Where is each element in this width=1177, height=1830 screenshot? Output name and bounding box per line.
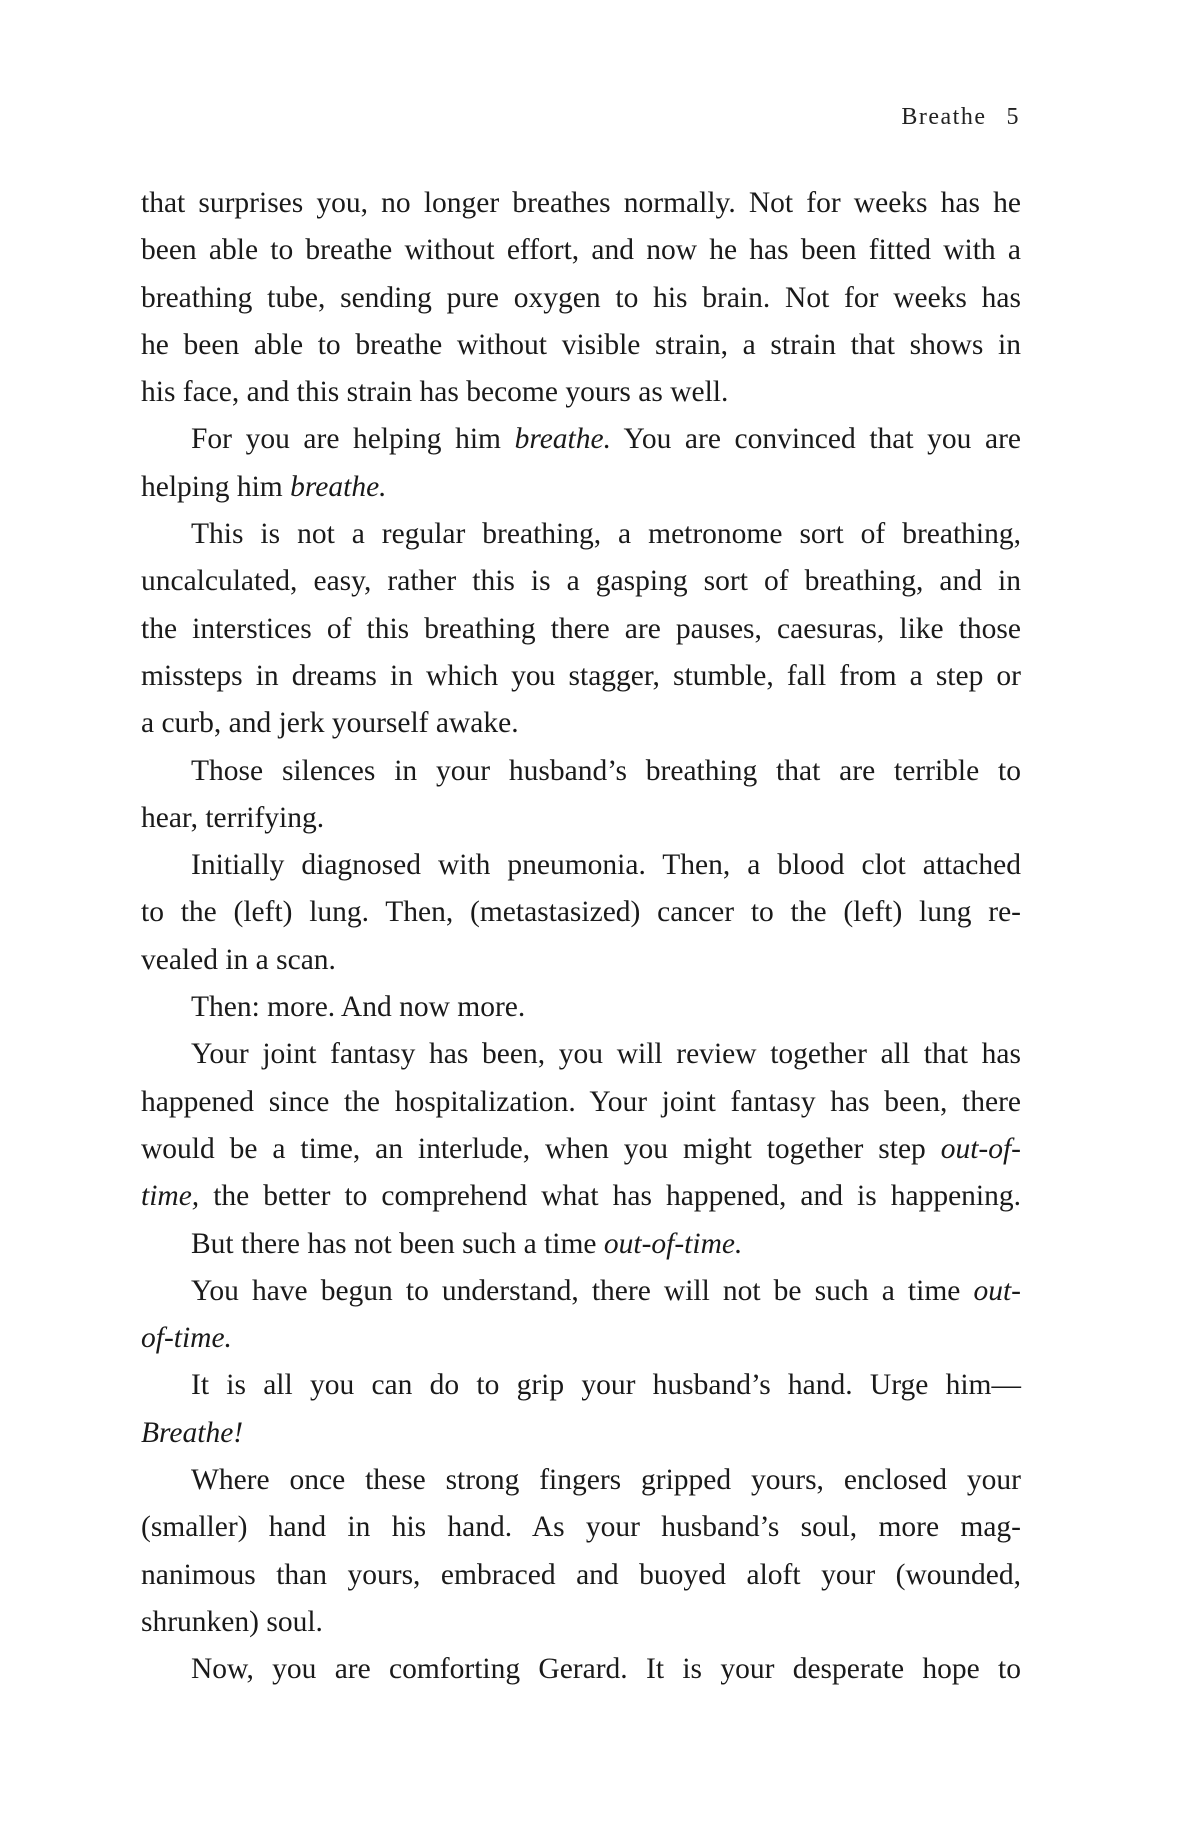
text-segment: the better to comprehend what has happened, and is happening. — [199, 1180, 1021, 1213]
text-segment: Those silences in your husband’s breathing that are terrible to — [191, 754, 1021, 787]
body-text — [141, 180, 1021, 1694]
italic-text: time, — [141, 1180, 200, 1213]
text-segment: missteps in dreams in which you stagger, stumble, fall from a step or — [141, 659, 1021, 692]
text-line — [141, 653, 1021, 700]
text-line — [141, 1315, 1021, 1362]
italic-text: of-time. — [141, 1322, 232, 1355]
text-segment: breathing tube, sending pure oxygen to his brain. Not for weeks has — [141, 281, 1021, 314]
text-line — [141, 1031, 1021, 1078]
text-segment: been able to breathe without effort, and now he has been fitted with a — [141, 234, 1021, 267]
running-head — [901, 104, 1020, 131]
text-segment: happened since the hospitalization. Your joint fantasy has been, there — [141, 1085, 1021, 1118]
text-line — [141, 180, 1021, 227]
text-segment: You are convinced that you are — [610, 423, 1021, 456]
text-line — [141, 1173, 1021, 1220]
text-segment: to the (left) lung. Then, (metastasized) cancer to the (left) lung re- — [141, 896, 1021, 929]
italic-text: out-of- — [940, 1132, 1021, 1165]
text-segment: uncalculated, easy, rather this is a gasping sort of breathing, and in — [141, 565, 1021, 598]
italic-text: out- — [973, 1274, 1021, 1307]
text-line — [141, 464, 1021, 511]
text-line — [141, 1126, 1021, 1173]
text-line — [141, 1410, 1021, 1457]
text-segment: a curb, and jerk yourself awake. — [141, 707, 519, 740]
text-line — [141, 889, 1021, 936]
text-segment: But there has not been such a time — [191, 1227, 604, 1260]
text-line — [141, 275, 1021, 322]
text-line — [141, 937, 1021, 984]
text-line — [141, 700, 1021, 747]
text-line — [141, 1268, 1021, 1315]
text-segment: his face, and this strain has become yours as well. — [141, 376, 729, 409]
text-line — [141, 748, 1021, 795]
text-segment: Then: more. And now more. — [191, 991, 526, 1024]
text-segment: Your joint fantasy has been, you will review together all that has — [191, 1038, 1021, 1071]
text-line — [141, 1221, 1021, 1268]
text-segment: helping him — [141, 470, 291, 503]
text-segment: This is not a regular breathing, a metronome sort of breathing, — [191, 518, 1021, 551]
text-segment: Initially diagnosed with pneumonia. Then, a blood clot attached — [191, 849, 1021, 882]
text-line — [141, 1504, 1021, 1551]
text-line — [141, 1599, 1021, 1646]
italic-text: Breathe! — [141, 1416, 244, 1449]
text-line — [141, 1552, 1021, 1599]
text-segment: Where once these strong fingers gripped yours, enclosed your — [191, 1464, 1021, 1497]
text-line — [141, 227, 1021, 274]
text-line — [141, 558, 1021, 605]
text-segment: shrunken) soul. — [141, 1605, 323, 1638]
text-line — [141, 842, 1021, 889]
text-segment: (smaller) hand in his hand. As your husband’s soul, more mag- — [141, 1511, 1021, 1544]
text-line — [141, 1079, 1021, 1126]
text-segment: would be a time, an interlude, when you might together step — [141, 1132, 941, 1165]
italic-text: breathe. — [514, 423, 611, 456]
text-line — [141, 1362, 1021, 1409]
text-segment: nanimous than yours, embraced and buoyed aloft your (wounded, — [141, 1558, 1021, 1591]
text-segment: he been able to breathe without visible strain, a strain that shows in — [141, 328, 1021, 361]
text-line — [141, 795, 1021, 842]
text-segment: You have begun to understand, there will not be such a time — [191, 1274, 974, 1307]
text-line — [141, 322, 1021, 369]
text-line — [141, 511, 1021, 558]
text-segment: hear, terrifying. — [141, 801, 325, 834]
text-line — [141, 984, 1021, 1031]
text-line — [141, 369, 1021, 416]
text-line — [141, 606, 1021, 653]
text-line — [141, 1646, 1021, 1693]
running-head-title: Breathe — [901, 104, 987, 130]
italic-text: breathe. — [290, 470, 387, 503]
italic-text: out-of-time. — [603, 1227, 743, 1260]
text-segment: Now, you are comforting Gerard. It is your desperate hope to — [191, 1653, 1021, 1686]
text-segment: the interstices of this breathing there are pauses, caesuras, like those — [141, 612, 1021, 645]
text-segment: It is all you can do to grip your husband’s hand. Urge him— — [191, 1369, 1021, 1402]
text-segment: vealed in a scan. — [141, 943, 336, 976]
text-segment: For you are helping him — [191, 423, 515, 456]
page-number: 5 — [1006, 104, 1020, 130]
text-line — [141, 1457, 1021, 1504]
text-segment: that surprises you, no longer breathes normally. Not for weeks has he — [141, 187, 1021, 219]
text-line — [141, 416, 1021, 463]
